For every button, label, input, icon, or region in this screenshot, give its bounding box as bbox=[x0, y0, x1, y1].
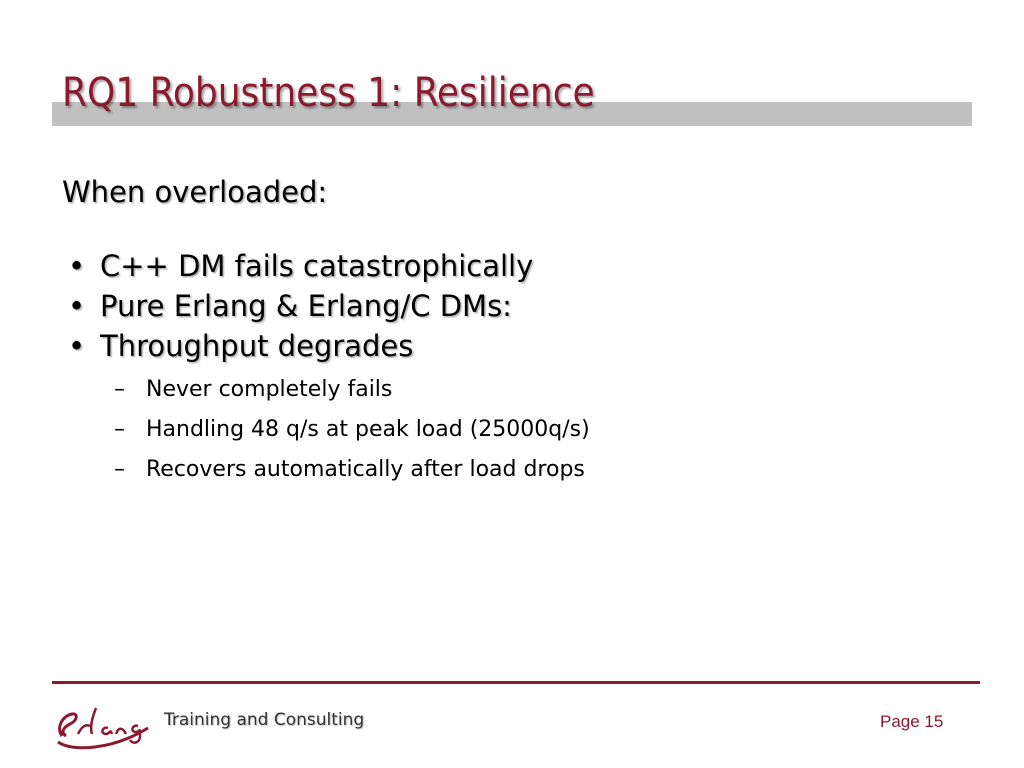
sub-bullet-text: Never completely fails bbox=[146, 377, 393, 402]
dash-icon: – bbox=[114, 417, 125, 442]
bullet-list bbox=[62, 246, 533, 366]
sub-bullet-list bbox=[114, 370, 590, 490]
erlang-logo bbox=[52, 698, 152, 754]
slide-title: RQ1 Robustness 1: Resilience bbox=[62, 70, 595, 116]
bullet-text: C++ DM fails catastrophically bbox=[100, 249, 534, 283]
bullet-item bbox=[62, 326, 533, 366]
sub-bullet-item bbox=[114, 410, 590, 450]
bullet-icon: • bbox=[68, 329, 86, 363]
section-heading: When overloaded: bbox=[62, 175, 328, 209]
bullet-icon: • bbox=[68, 289, 86, 323]
bullet-text: Throughput degrades bbox=[100, 329, 414, 363]
sub-bullet-item bbox=[114, 450, 590, 490]
page-number: Page 15 bbox=[880, 712, 944, 731]
dash-icon: – bbox=[114, 457, 125, 482]
sub-bullet-text: Handling 48 q/s at peak load (25000q/s) bbox=[146, 417, 590, 442]
sub-bullet-item bbox=[114, 370, 590, 410]
bullet-item bbox=[62, 286, 533, 326]
footer-tagline: Training and Consulting bbox=[164, 710, 365, 730]
footer-divider bbox=[52, 681, 980, 684]
dash-icon: – bbox=[114, 377, 125, 402]
bullet-icon: • bbox=[68, 249, 86, 283]
bullet-item bbox=[62, 246, 533, 286]
bullet-text: Pure Erlang & Erlang/C DMs: bbox=[100, 289, 512, 323]
sub-bullet-text: Recovers automatically after load drops bbox=[146, 457, 585, 482]
